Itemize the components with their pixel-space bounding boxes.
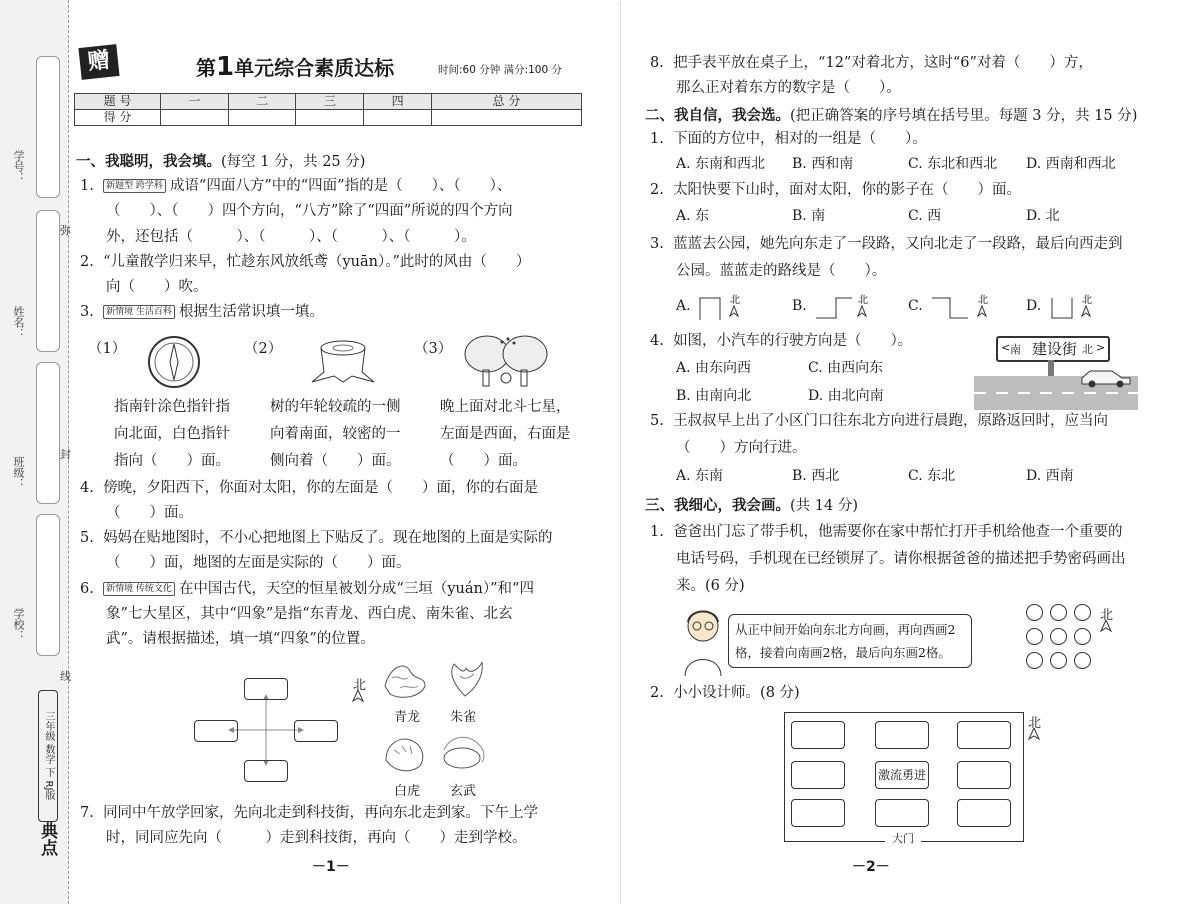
score-row-label: 得 分 — [75, 110, 161, 126]
gate-label: 大门 — [885, 832, 921, 846]
mc5-option-a[interactable]: A. 东南 — [676, 468, 724, 484]
night-trees-icon — [462, 330, 550, 390]
q3-item-1-line-2: 向北面，白色指针 — [114, 426, 230, 442]
north-arrow-icon — [352, 690, 364, 702]
q3-item-3-line-3: （ ）面。 — [440, 453, 527, 469]
campus-slot[interactable] — [791, 761, 845, 789]
seal-char-3: 线 — [60, 670, 71, 683]
compass-icon — [146, 334, 202, 390]
campus-slot[interactable] — [957, 721, 1011, 749]
q2-line-2: 向（ ）吹。 — [106, 279, 208, 295]
question-5: 5. 妈妈在贴地图时，不小心把地图上下贴反了。现在地图的上面是实际的 — [80, 530, 553, 546]
q3-item-1-line-1: 指南针涂色指针指 — [114, 399, 230, 415]
north-arrow-icon — [1100, 620, 1112, 632]
student-id-label: 学号： — [12, 150, 25, 183]
svg-text:北: 北 — [858, 295, 868, 306]
tortoise-snake-icon — [436, 730, 492, 776]
q3-item-2-num: （2） — [244, 341, 283, 357]
pattern-lock-grid[interactable] — [1026, 604, 1092, 670]
question-1: 1. 新题型 跨学科 成语“四面八方”中的“四面”指的是（ ）、（ ）、 — [80, 178, 512, 194]
class-box[interactable] — [36, 362, 60, 504]
car-icon — [1078, 366, 1134, 388]
q6-line-3: 武”。请根据描述，填一填“四象”的位置。 — [106, 631, 375, 647]
mc4-option-d[interactable]: D. 由北向南 — [808, 388, 884, 404]
name-label: 姓名： — [12, 306, 25, 339]
score-header-cell: 四 — [364, 94, 432, 110]
mc4-option-a[interactable]: A. 由东向西 — [676, 360, 752, 376]
q3-item-1-line-3: 指向（ ）面。 — [114, 453, 230, 469]
animal-label-tortoise: 玄武 — [450, 784, 477, 799]
route-b-diagram — [812, 292, 876, 322]
mc1-option-d[interactable]: D. 西南和西北 — [1026, 156, 1116, 172]
school-box[interactable] — [36, 514, 60, 656]
tiger-icon — [380, 730, 430, 776]
mc3-option-b[interactable]: B. — [792, 298, 807, 314]
mc2-option-c[interactable]: C. 西 — [908, 208, 942, 224]
mc4-option-c[interactable]: C. 由西向东 — [808, 360, 884, 376]
mc-question-3: 3. 蓝蓝去公园，她先向东走了一段路，又向北走了一段路，最后向西走到 — [650, 236, 1123, 252]
score-cell[interactable] — [431, 110, 581, 126]
north-arrow-icon — [1028, 728, 1040, 740]
phoenix-icon — [440, 656, 490, 704]
draw-question-1: 1. 爸爸出门忘了带手机，他需要你在家中帮忙打开手机给他查一个重要的 — [650, 524, 1123, 540]
lock-dot[interactable] — [1074, 652, 1091, 669]
q3-item-3-num: （3） — [414, 341, 453, 357]
q4-line-2: （ ）面。 — [106, 505, 193, 521]
name-box[interactable] — [36, 210, 60, 352]
svg-text:北: 北 — [730, 295, 740, 306]
bubble-line-1: 从正中间开始向东北方向画，再向西画2 — [735, 622, 956, 637]
mc1-option-a[interactable]: A. 东南和西北 — [676, 156, 766, 172]
street-sign: < 南 建设街 北 > — [996, 336, 1110, 362]
campus-frame — [784, 712, 1024, 845]
mc3-option-d[interactable]: D. — [1026, 298, 1042, 314]
seal-char-1: 弥 — [60, 224, 71, 237]
north-label: 北 — [353, 678, 367, 693]
q1-line-3: 外，还包括（ ）、（ ）、（ ）、（ ）。 — [106, 229, 476, 245]
brand-logo: 典点 — [37, 822, 57, 856]
animal-label-dragon: 青龙 — [394, 710, 421, 725]
page-number-left: －1－ — [312, 859, 350, 875]
campus-slot[interactable] — [875, 799, 929, 827]
question-3: 3. 新情境 生活百科 根据生活常识填一填。 — [80, 304, 324, 320]
north-label: 北 — [1028, 716, 1042, 731]
page-number-right: －2－ — [852, 859, 890, 875]
score-cell[interactable] — [296, 110, 364, 126]
mc3-option-a[interactable]: A. — [676, 298, 691, 314]
mc1-option-b[interactable]: B. 西和南 — [792, 156, 854, 172]
exam-meta: 时间:60 分钟 满分:100 分 — [438, 64, 562, 76]
mc1-option-c[interactable]: C. 东北和西北 — [908, 156, 998, 172]
dragon-icon — [380, 656, 430, 704]
score-header-cell: 一 — [161, 94, 229, 110]
draw-q1-line-3: 来。(6 分) — [676, 578, 745, 594]
question-4: 4. 傍晚，夕阳西下，你面对太阳，你的左面是（ ）面，你的右面是 — [80, 480, 539, 496]
section-2-heading: 二、我自信，我会选。(把正确答案的序号填在括号里。每题 3 分，共 15 分) — [645, 108, 1138, 124]
section-3-heading: 三、我细心，我会画。(共 14 分) — [645, 498, 858, 514]
score-table — [74, 93, 582, 126]
score-header-cell: 题 号 — [75, 94, 161, 110]
lock-dot[interactable] — [1026, 652, 1043, 669]
campus-slot[interactable] — [957, 799, 1011, 827]
lock-dot[interactable] — [1050, 604, 1067, 621]
question-8: 8. 把手表平放在桌子上，“12”对着北方，这时“6”对着（ ）方， — [650, 55, 1093, 71]
q3-item-1-num: （1） — [88, 341, 127, 357]
answer-box-west[interactable] — [194, 720, 238, 742]
question-2: 2. “儿童散学归来早，忙趁东风放纸鸢（yuān）。”此时的风由（ ） — [80, 254, 531, 270]
draw-question-2: 2. 小小设计师。(8 分) — [650, 685, 800, 701]
binding-margin — [0, 0, 69, 904]
mc-question-4: 4. 如图，小汽车的行驶方向是（ ）。 — [650, 333, 913, 349]
mc2-option-a[interactable]: A. 东 — [676, 208, 710, 224]
mc5-option-b[interactable]: B. 西北 — [792, 468, 840, 484]
answer-box-east[interactable] — [294, 720, 338, 742]
bubble-line-2: 格，接着向南画2格，最后向东画2格。 — [735, 645, 951, 660]
campus-slot[interactable] — [875, 721, 929, 749]
mc2-option-b[interactable]: B. 南 — [792, 208, 826, 224]
tag-badge: 新情境 生活百科 — [103, 305, 175, 319]
section-1-heading: 一、我聪明，我会填。(每空 1 分，共 25 分) — [76, 154, 366, 170]
class-label: 班级： — [12, 456, 25, 489]
campus-slot[interactable] — [791, 799, 845, 827]
page-title: 第1单元综合素质达标 — [196, 52, 395, 82]
lock-dot[interactable] — [1050, 628, 1067, 645]
lock-dot[interactable] — [1074, 628, 1091, 645]
route-a-diagram — [696, 292, 754, 322]
animal-label-tiger: 白虎 — [394, 784, 421, 799]
score-cell[interactable] — [228, 110, 296, 126]
svg-text:北: 北 — [978, 295, 988, 306]
north-label: 北 — [1100, 608, 1114, 623]
q3-item-3-line-2: 左面是西面，右面是 — [440, 426, 571, 442]
mc5-line-2: （ ）方向行进。 — [676, 440, 807, 456]
question-7: 7. 同同中午放学回家，先向北走到科技街，再向东北走到家。下午上学 — [80, 805, 539, 821]
svg-text:北: 北 — [1082, 295, 1092, 306]
score-header-cell: 总 分 — [431, 94, 581, 110]
mc5-option-d[interactable]: D. 西南 — [1026, 468, 1074, 484]
campus-slot[interactable] — [957, 761, 1011, 789]
score-header-cell: 三 — [296, 94, 364, 110]
q3-item-2-line-2: 向着南面，较密的一 — [270, 426, 401, 442]
student-id-box[interactable] — [36, 56, 60, 198]
mc4-option-b[interactable]: B. 由南向北 — [676, 388, 752, 404]
lock-dot[interactable] — [1026, 604, 1043, 621]
tag-badge: 新题型 跨学科 — [103, 179, 166, 193]
route-d-diagram — [1048, 292, 1104, 322]
father-avatar — [680, 604, 726, 676]
mc2-option-d[interactable]: D. 北 — [1026, 208, 1060, 224]
speech-bubble — [728, 614, 972, 668]
score-cell[interactable] — [161, 110, 229, 126]
lock-dot[interactable] — [1050, 652, 1067, 669]
mc-question-2: 2. 太阳快要下山时，面对太阳，你的影子在（ ）面。 — [650, 182, 1022, 198]
campus-slot[interactable] — [791, 721, 845, 749]
campus-motto: 激流勇进 — [875, 761, 929, 789]
q3-item-3-line-1: 晚上面对北斗七星， — [440, 399, 571, 415]
grade-label: 三年级 数学 下 RJ版 — [38, 690, 58, 822]
question-6: 6. 新情境 传统文化 在中国古代，天空的恒星被划分成“三垣（yuán）”和“四 — [80, 581, 534, 597]
score-header-cell: 二 — [228, 94, 296, 110]
score-cell[interactable] — [364, 110, 432, 126]
q6-line-2: 象”七大星区，其中“四象”是指“东青龙、西白虎、南朱雀、北玄 — [106, 606, 513, 622]
draw-q1-line-2: 电话号码，手机现在已经锁屏了。请你根据爸爸的描述把手势密码画出 — [676, 551, 1126, 567]
mc3-option-c[interactable]: C. — [908, 298, 923, 314]
page-divider — [620, 0, 622, 904]
tree-stump-icon — [308, 336, 378, 386]
tag-badge: 新情境 传统文化 — [103, 582, 175, 596]
gift-badge: 赠 — [74, 42, 124, 82]
animal-label-phoenix: 朱雀 — [450, 710, 477, 725]
school-label: 学校： — [12, 608, 25, 641]
mc-question-5: 5. 王叔叔早上出了小区门口往东北方向进行晨跑，原路返回时，应当向 — [650, 413, 1109, 429]
q3-item-2-line-1: 树的年轮较疏的一侧 — [270, 399, 401, 415]
answer-box-north[interactable] — [244, 678, 288, 700]
mc3-line-2: 公园。蓝蓝走的路线是（ ）。 — [676, 263, 887, 279]
seal-char-2: 封 — [60, 448, 71, 461]
q5-line-2: （ ）面，地图的左面是实际的（ ）面。 — [106, 555, 411, 571]
q3-item-2-line-3: 侧向着（ ）面。 — [270, 453, 401, 469]
q7-line-2: 时，同同应先向（ ）走到科技街，再向（ ）走到学校。 — [106, 830, 527, 846]
mc-question-1: 1. 下面的方位中，相对的一组是（ ）。 — [650, 131, 927, 147]
mc5-option-c[interactable]: C. 东北 — [908, 468, 956, 484]
lock-dot[interactable] — [1026, 628, 1043, 645]
route-c-diagram — [928, 292, 994, 322]
q1-line-2: （ ）、（ ）四个方向，“八方”除了“四面”所说的四个方向 — [106, 203, 513, 219]
q8-line-2: 那么正对着东方的数字是（ ）。 — [676, 80, 901, 96]
lock-dot[interactable] — [1074, 604, 1091, 621]
answer-box-south[interactable] — [244, 760, 288, 782]
